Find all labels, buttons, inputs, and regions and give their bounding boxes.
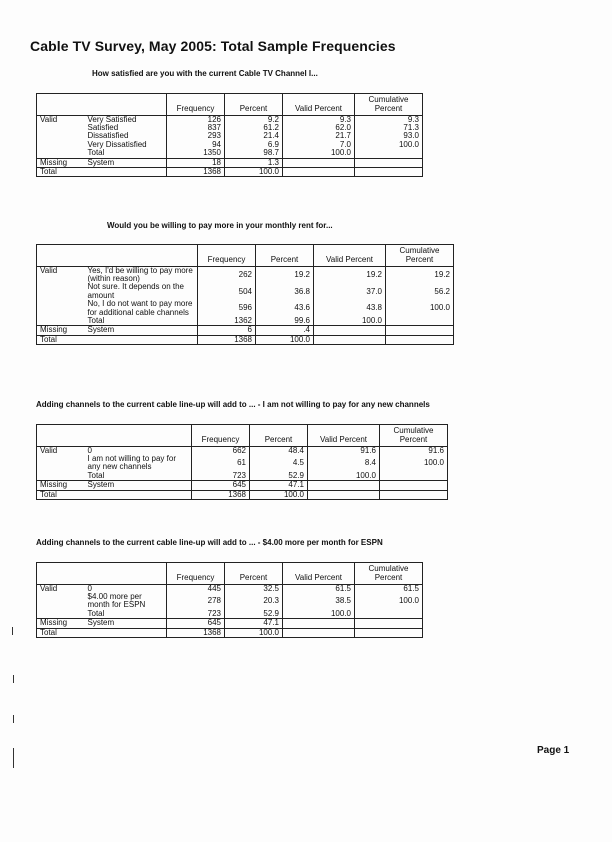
cell-frequency: 645 bbox=[192, 481, 250, 490]
row-category-label: Total bbox=[85, 610, 167, 619]
header-valid-percent: Valid Percent bbox=[283, 563, 355, 585]
cell-frequency: 278 bbox=[167, 593, 225, 610]
row-group-label bbox=[37, 141, 85, 149]
cell-percent: 19.2 bbox=[256, 266, 314, 283]
header-cumulative-percent: Cumulative Percent bbox=[355, 94, 423, 116]
table-row bbox=[37, 481, 448, 490]
row-category-label: System bbox=[85, 619, 167, 628]
cell-cumulative-percent bbox=[355, 149, 423, 158]
table-header-row bbox=[37, 425, 448, 447]
cell-cumulative-percent: 61.5 bbox=[355, 584, 423, 593]
cell-cumulative-percent bbox=[355, 610, 423, 619]
row-category-label: 0 bbox=[85, 446, 192, 455]
table-row bbox=[37, 167, 423, 176]
header-frequency: Frequency bbox=[167, 563, 225, 585]
frequency-table-1 bbox=[36, 93, 423, 177]
cell-percent: 32.5 bbox=[225, 584, 283, 593]
cell-frequency: 662 bbox=[192, 446, 250, 455]
row-group-label: Total bbox=[37, 335, 85, 344]
cell-percent: 100.0 bbox=[225, 628, 283, 637]
cell-frequency: 6 bbox=[198, 326, 256, 335]
cell-valid-percent: 62.0 bbox=[283, 124, 355, 132]
row-category-label: Yes, I'd be willing to pay more (within reason) bbox=[85, 266, 198, 283]
cell-frequency: 1368 bbox=[192, 490, 250, 499]
row-category-label bbox=[85, 628, 167, 637]
cell-cumulative-percent bbox=[355, 158, 423, 167]
cell-cumulative-percent: 19.2 bbox=[386, 266, 454, 283]
cell-frequency: 1368 bbox=[167, 167, 225, 176]
table-row bbox=[37, 490, 448, 499]
header-blank bbox=[37, 94, 85, 116]
cell-cumulative-percent: 9.3 bbox=[355, 115, 423, 124]
row-group-label bbox=[37, 300, 85, 317]
cell-frequency: 837 bbox=[167, 124, 225, 132]
row-category-label: Total bbox=[85, 472, 192, 481]
frequency-table-4 bbox=[36, 562, 423, 638]
cell-cumulative-percent: 100.0 bbox=[355, 593, 423, 610]
cell-frequency: 293 bbox=[167, 132, 225, 140]
row-group-label bbox=[37, 149, 85, 158]
cell-cumulative-percent bbox=[355, 167, 423, 176]
cell-valid-percent: 9.3 bbox=[283, 115, 355, 124]
cell-valid-percent: 8.4 bbox=[308, 455, 380, 472]
table-row bbox=[37, 455, 448, 472]
cell-percent: 61.2 bbox=[225, 124, 283, 132]
header-frequency: Frequency bbox=[192, 425, 250, 447]
row-category-label: System bbox=[85, 326, 198, 335]
table-row bbox=[37, 326, 454, 335]
header-cumulative-percent: Cumulative Percent bbox=[386, 245, 454, 267]
row-category-label: Not sure. It depends on the amount bbox=[85, 283, 198, 300]
row-category-label: Total bbox=[85, 149, 167, 158]
cell-frequency: 1368 bbox=[198, 335, 256, 344]
cell-valid-percent: 61.5 bbox=[283, 584, 355, 593]
scan-mark bbox=[12, 627, 13, 635]
cell-frequency: 596 bbox=[198, 300, 256, 317]
cell-frequency: 445 bbox=[167, 584, 225, 593]
table-header-row bbox=[37, 245, 454, 267]
cell-percent: 6.9 bbox=[225, 141, 283, 149]
cell-frequency: 18 bbox=[167, 158, 225, 167]
table-row bbox=[37, 628, 423, 637]
scan-mark bbox=[13, 675, 14, 683]
cell-percent: 52.9 bbox=[250, 472, 308, 481]
cell-percent: 9.2 bbox=[225, 115, 283, 124]
cell-valid-percent bbox=[283, 628, 355, 637]
row-group-label: Total bbox=[37, 490, 85, 499]
cell-valid-percent: 37.0 bbox=[314, 283, 386, 300]
row-category-label: Very Satisfied bbox=[85, 115, 167, 124]
row-group-label: Missing bbox=[37, 158, 85, 167]
row-category-label: 0 bbox=[85, 584, 167, 593]
row-category-label: Dissatisfied bbox=[85, 132, 167, 140]
header-blank bbox=[85, 425, 192, 447]
cell-valid-percent: 43.8 bbox=[314, 300, 386, 317]
scan-mark bbox=[13, 748, 14, 768]
cell-valid-percent: 91.6 bbox=[308, 446, 380, 455]
cell-cumulative-percent: 100.0 bbox=[386, 300, 454, 317]
cell-percent: 47.1 bbox=[250, 481, 308, 490]
row-group-label bbox=[37, 132, 85, 140]
row-group-label bbox=[37, 593, 85, 610]
cell-valid-percent: 100.0 bbox=[314, 317, 386, 326]
cell-percent: 98.7 bbox=[225, 149, 283, 158]
table-1-caption: How satisfied are you with the current Cable TV Channel l... bbox=[92, 69, 318, 78]
cell-cumulative-percent: 93.0 bbox=[355, 132, 423, 140]
cell-valid-percent bbox=[308, 490, 380, 499]
cell-valid-percent: 7.0 bbox=[283, 141, 355, 149]
row-group-label: Valid bbox=[37, 584, 85, 593]
table-row bbox=[37, 283, 454, 300]
row-group-label bbox=[37, 283, 85, 300]
cell-percent: 43.6 bbox=[256, 300, 314, 317]
row-group-label: Missing bbox=[37, 326, 85, 335]
page-number: Page 1 bbox=[537, 745, 570, 756]
row-group-label: Valid bbox=[37, 446, 85, 455]
header-percent: Percent bbox=[256, 245, 314, 267]
row-group-label: Total bbox=[37, 167, 85, 176]
header-blank bbox=[85, 245, 198, 267]
frequency-table-3 bbox=[36, 424, 448, 500]
cell-percent: .4 bbox=[256, 326, 314, 335]
cell-cumulative-percent bbox=[386, 335, 454, 344]
table-2-caption: Would you be willing to pay more in your monthly rent for... bbox=[107, 221, 333, 230]
cell-cumulative-percent bbox=[380, 490, 448, 499]
cell-frequency: 723 bbox=[192, 472, 250, 481]
row-group-label bbox=[37, 455, 85, 472]
cell-percent: 21.4 bbox=[225, 132, 283, 140]
cell-cumulative-percent bbox=[355, 628, 423, 637]
cell-cumulative-percent bbox=[380, 472, 448, 481]
header-cumulative-percent: Cumulative Percent bbox=[355, 563, 423, 585]
cell-percent: 100.0 bbox=[225, 167, 283, 176]
header-valid-percent: Valid Percent bbox=[314, 245, 386, 267]
row-category-label bbox=[85, 167, 167, 176]
cell-cumulative-percent bbox=[386, 326, 454, 335]
cell-cumulative-percent bbox=[355, 619, 423, 628]
table-row bbox=[37, 335, 454, 344]
cell-valid-percent bbox=[314, 335, 386, 344]
cell-valid-percent bbox=[314, 326, 386, 335]
cell-percent: 20.3 bbox=[225, 593, 283, 610]
cell-percent: 4.5 bbox=[250, 455, 308, 472]
header-frequency: Frequency bbox=[198, 245, 256, 267]
cell-valid-percent: 100.0 bbox=[283, 149, 355, 158]
cell-frequency: 504 bbox=[198, 283, 256, 300]
table-4-caption: Adding channels to the current cable line-up will add to ... - $4.00 more per month for ESPN bbox=[36, 538, 383, 547]
cell-valid-percent: 19.2 bbox=[314, 266, 386, 283]
scan-mark bbox=[13, 715, 14, 723]
cell-valid-percent bbox=[283, 158, 355, 167]
header-percent: Percent bbox=[250, 425, 308, 447]
row-category-label: $4.00 more per month for ESPN bbox=[85, 593, 167, 610]
row-category-label: Total bbox=[85, 317, 198, 326]
cell-cumulative-percent: 71.3 bbox=[355, 124, 423, 132]
row-category-label bbox=[85, 490, 192, 499]
cell-percent: 100.0 bbox=[256, 335, 314, 344]
header-percent: Percent bbox=[225, 94, 283, 116]
cell-frequency: 1368 bbox=[167, 628, 225, 637]
cell-frequency: 645 bbox=[167, 619, 225, 628]
cell-valid-percent bbox=[283, 167, 355, 176]
cell-cumulative-percent: 100.0 bbox=[380, 455, 448, 472]
row-category-label: System bbox=[85, 158, 167, 167]
cell-percent: 1.3 bbox=[225, 158, 283, 167]
row-category-label: Very Dissatisfied bbox=[85, 141, 167, 149]
cell-valid-percent bbox=[283, 619, 355, 628]
row-category-label: I am not willing to pay for any new channels bbox=[85, 455, 192, 472]
cell-percent: 100.0 bbox=[250, 490, 308, 499]
header-blank bbox=[37, 425, 85, 447]
row-group-label: Valid bbox=[37, 115, 85, 124]
row-group-label: Missing bbox=[37, 619, 85, 628]
table-row bbox=[37, 619, 423, 628]
cell-frequency: 1350 bbox=[167, 149, 225, 158]
cell-frequency: 723 bbox=[167, 610, 225, 619]
table-header-row bbox=[37, 94, 423, 116]
row-group-label bbox=[37, 124, 85, 132]
cell-valid-percent bbox=[308, 481, 380, 490]
row-group-label: Total bbox=[37, 628, 85, 637]
table-row bbox=[37, 149, 423, 158]
header-blank bbox=[37, 563, 85, 585]
cell-valid-percent: 21.7 bbox=[283, 132, 355, 140]
cell-frequency: 94 bbox=[167, 141, 225, 149]
cell-frequency: 126 bbox=[167, 115, 225, 124]
cell-valid-percent: 38.5 bbox=[283, 593, 355, 610]
cell-frequency: 1362 bbox=[198, 317, 256, 326]
table-3-caption: Adding channels to the current cable line-up will add to ... - I am not willing to pay for any new channels bbox=[36, 400, 430, 409]
header-valid-percent: Valid Percent bbox=[283, 94, 355, 116]
cell-frequency: 61 bbox=[192, 455, 250, 472]
cell-percent: 47.1 bbox=[225, 619, 283, 628]
row-group-label: Valid bbox=[37, 266, 85, 283]
cell-frequency: 262 bbox=[198, 266, 256, 283]
cell-cumulative-percent: 56.2 bbox=[386, 283, 454, 300]
cell-cumulative-percent: 100.0 bbox=[355, 141, 423, 149]
header-blank bbox=[85, 563, 167, 585]
cell-percent: 36.8 bbox=[256, 283, 314, 300]
cell-percent: 99.6 bbox=[256, 317, 314, 326]
cell-cumulative-percent: 91.6 bbox=[380, 446, 448, 455]
cell-cumulative-percent bbox=[380, 481, 448, 490]
header-blank bbox=[85, 94, 167, 116]
row-category-label bbox=[85, 335, 198, 344]
row-category-label: No, I do not want to pay more for additional cable channels bbox=[85, 300, 198, 317]
cell-valid-percent: 100.0 bbox=[308, 472, 380, 481]
cell-valid-percent: 100.0 bbox=[283, 610, 355, 619]
table-row bbox=[37, 266, 454, 283]
page-title: Cable TV Survey, May 2005: Total Sample Frequencies bbox=[30, 38, 396, 54]
table-row bbox=[37, 593, 423, 610]
header-cumulative-percent: Cumulative Percent bbox=[380, 425, 448, 447]
header-valid-percent: Valid Percent bbox=[308, 425, 380, 447]
row-group-label: Missing bbox=[37, 481, 85, 490]
table-row bbox=[37, 300, 454, 317]
cell-cumulative-percent bbox=[386, 317, 454, 326]
header-blank bbox=[37, 245, 85, 267]
row-category-label: Satisfied bbox=[85, 124, 167, 132]
table-row bbox=[37, 158, 423, 167]
frequency-table-2 bbox=[36, 244, 454, 345]
row-category-label: System bbox=[85, 481, 192, 490]
header-frequency: Frequency bbox=[167, 94, 225, 116]
cell-percent: 48.4 bbox=[250, 446, 308, 455]
cell-percent: 52.9 bbox=[225, 610, 283, 619]
header-percent: Percent bbox=[225, 563, 283, 585]
table-header-row bbox=[37, 563, 423, 585]
